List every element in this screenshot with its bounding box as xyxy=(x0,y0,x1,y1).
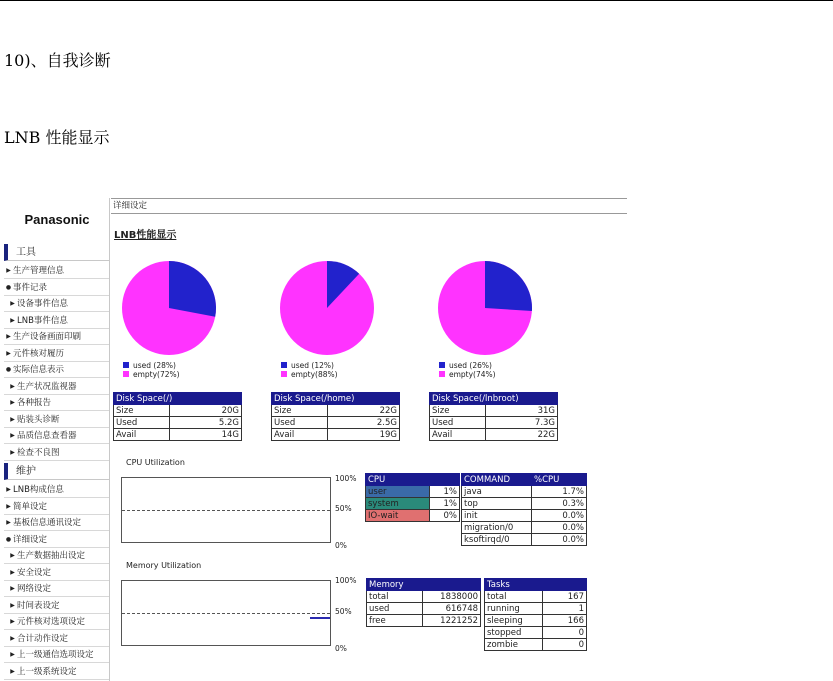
legend-used: used (12%) xyxy=(291,361,334,370)
cpu-util-title: CPU Utilization xyxy=(126,458,185,467)
sidebar-item-label: 时间表设定 xyxy=(17,600,60,611)
panasonic-logo: Panasonic xyxy=(24,212,90,227)
sidebar-item-label: 详细设定 xyxy=(13,534,48,545)
sidebar-item-label: 贴装头诊断 xyxy=(17,414,60,425)
disk-size-value: 31G xyxy=(486,405,558,417)
disk-avail-label: Avail xyxy=(430,429,486,441)
memory-table-header: Memory xyxy=(367,579,481,591)
table-row xyxy=(462,522,587,534)
sidebar-section-label: 维护 xyxy=(16,466,36,477)
legend-empty: empty(88%) xyxy=(291,370,338,379)
table-row xyxy=(367,591,481,603)
disk-table-header: Disk Space(/home) xyxy=(272,393,400,405)
sidebar-item-label: 上一级系统设定 xyxy=(17,666,77,677)
legend-used-swatch xyxy=(439,362,445,368)
disk-size-label: Size xyxy=(430,405,486,417)
bullet-icon: ● xyxy=(5,283,12,291)
disk-used-value: 2.5G xyxy=(328,417,400,429)
mem-util-title: Memory Utilization xyxy=(126,561,202,570)
task-value: 167 xyxy=(543,591,587,603)
table-row xyxy=(462,510,587,522)
process-name: java xyxy=(462,486,532,498)
sidebar-item[interactable] xyxy=(4,329,109,345)
sidebar-item-label: 元件核对履历 xyxy=(13,348,65,359)
triangle-right-icon: ▶ xyxy=(6,519,11,526)
graph-midline xyxy=(122,613,330,614)
disk-table-header: Disk Space(/lnbroot) xyxy=(430,393,558,405)
sidebar-item-label: 生产数据抽出设定 xyxy=(17,551,86,561)
top-rule xyxy=(0,0,833,1)
process-name: init xyxy=(462,510,532,522)
legend-empty-swatch xyxy=(123,371,129,377)
sidebar-item-label: 网络设定 xyxy=(17,584,52,594)
sidebar-item[interactable] xyxy=(4,296,109,312)
sidebar-item-label: LNB事件信息 xyxy=(17,315,68,326)
disk-used-label: Used xyxy=(114,417,170,429)
tasks-table xyxy=(484,578,587,651)
table-row xyxy=(462,498,587,510)
disk-avail-value: 14G xyxy=(170,429,242,441)
process-name: top xyxy=(462,498,532,510)
triangle-right-icon: ▶ xyxy=(10,316,15,324)
disk-size-value: 22G xyxy=(328,405,400,417)
sidebar-item[interactable] xyxy=(4,598,109,614)
disk-table-home xyxy=(271,392,400,441)
sidebar-item[interactable] xyxy=(4,664,109,680)
disk-avail-value: 22G xyxy=(486,429,558,441)
sidebar-item[interactable] xyxy=(4,263,109,279)
table-row xyxy=(485,591,587,603)
sidebar-item-label: 检查不良图 xyxy=(17,447,60,458)
table-row xyxy=(485,627,587,639)
disk-legend-root xyxy=(123,361,180,379)
sidebar-item[interactable] xyxy=(4,280,109,296)
triangle-right-icon: ▶ xyxy=(10,651,15,658)
col-command: COMMAND xyxy=(462,474,532,486)
disk-pie-home xyxy=(279,260,375,356)
triangle-right-icon: ▶ xyxy=(6,333,11,340)
tab-detail-settings[interactable] xyxy=(111,198,627,214)
col-cpu-percent: %CPU xyxy=(532,474,587,486)
bullet-icon: ● xyxy=(5,535,12,543)
table-row xyxy=(485,615,587,627)
sidebar-item[interactable] xyxy=(4,647,109,663)
disk-avail-value: 19G xyxy=(328,429,400,441)
cpu-iowait-label: IO-wait xyxy=(366,510,430,522)
cpu-user-label: user xyxy=(366,486,430,498)
sidebar-item-label: 生产设备画面印刷 xyxy=(13,332,82,342)
task-label: running xyxy=(485,603,543,615)
lnb-screenshot xyxy=(4,198,627,681)
bullet-icon: ● xyxy=(5,366,12,373)
disk-used-label: Used xyxy=(430,417,486,429)
legend-empty-swatch xyxy=(439,371,445,377)
sidebar-item[interactable] xyxy=(4,313,109,329)
disk-pie-root xyxy=(121,260,217,356)
triangle-right-icon: ▶ xyxy=(10,568,15,576)
sidebar-item[interactable] xyxy=(4,565,109,581)
disk-avail-label: Avail xyxy=(114,429,170,441)
tab-label: 详细设定 xyxy=(113,201,148,211)
cpu-axis-100: 100% xyxy=(335,474,357,483)
disk-used-value: 5.2G xyxy=(170,417,242,429)
mem-axis-0: 0% xyxy=(335,644,347,653)
legend-empty-swatch xyxy=(281,371,287,377)
disk-used-value: 7.3G xyxy=(486,417,558,429)
disk-size-label: Size xyxy=(114,405,170,417)
triangle-right-icon: ▶ xyxy=(10,585,15,592)
memory-label: total xyxy=(367,591,423,603)
sidebar-section-label: 工具 xyxy=(16,247,36,258)
legend-used-swatch xyxy=(123,362,129,368)
disk-legend-lnbroot xyxy=(439,361,496,379)
cpu-iowait-value: 0% xyxy=(430,510,460,522)
sidebar-section-maintenance xyxy=(4,463,109,480)
sidebar-item[interactable] xyxy=(4,515,109,531)
sidebar-item-label: 设备事件信息 xyxy=(17,299,69,309)
sidebar-item-label: 事件记录 xyxy=(13,282,48,293)
cpu-axis-50: 50% xyxy=(335,504,352,513)
table-row xyxy=(367,615,481,627)
process-cpu: 1.7% xyxy=(532,486,587,498)
disk-avail-label: Avail xyxy=(272,429,328,441)
sidebar-item[interactable] xyxy=(4,412,109,428)
disk-table-header: Disk Space(/) xyxy=(114,393,242,405)
cpu-table-header: CPU xyxy=(366,474,460,486)
task-label: zombie xyxy=(485,639,543,651)
sidebar-item[interactable] xyxy=(4,499,109,515)
task-value: 0 xyxy=(543,639,587,651)
sidebar-item-label: 元件核对选项设定 xyxy=(17,617,86,627)
triangle-right-icon: ▶ xyxy=(6,502,11,510)
sidebar-section-tools xyxy=(4,244,109,261)
triangle-right-icon: ▶ xyxy=(10,552,15,559)
triangle-right-icon: ▶ xyxy=(6,267,11,274)
triangle-right-icon: ▶ xyxy=(10,634,15,642)
sidebar-item[interactable] xyxy=(4,395,109,411)
table-row xyxy=(367,603,481,615)
pie-used-slice xyxy=(485,261,532,311)
sidebar-item[interactable] xyxy=(4,346,109,362)
sidebar-item-label: 安全设定 xyxy=(17,567,52,578)
triangle-right-icon: ▶ xyxy=(10,448,15,456)
table-row xyxy=(485,639,587,651)
disk-size-label: Size xyxy=(272,405,328,417)
memory-label: used xyxy=(367,603,423,615)
pie-used-slice xyxy=(169,261,216,317)
legend-used: used (28%) xyxy=(133,361,176,370)
cpu-system-label: system xyxy=(366,498,430,510)
sidebar-item-label: 生产管理信息 xyxy=(13,266,65,276)
cpu-util-graph xyxy=(121,477,331,543)
task-value: 0 xyxy=(543,627,587,639)
sidebar-item-label: 实际信息表示 xyxy=(13,365,65,375)
sidebar-item-label: 品质信息查看器 xyxy=(17,431,77,441)
triangle-right-icon: ▶ xyxy=(10,432,15,439)
sidebar-item-label: 简单设定 xyxy=(13,501,48,512)
sidebar-item[interactable] xyxy=(4,445,109,461)
sidebar-item[interactable] xyxy=(4,482,109,498)
sidebar-item[interactable] xyxy=(4,614,109,630)
triangle-right-icon: ▶ xyxy=(10,601,15,609)
process-cpu: 0.0% xyxy=(532,522,587,534)
legend-used-swatch xyxy=(281,362,287,368)
disk-table-root xyxy=(113,392,242,441)
legend-empty: empty(74%) xyxy=(449,370,496,379)
triangle-right-icon: ▶ xyxy=(10,415,15,423)
doc-heading-self-diagnosis: 10)、自我诊断 xyxy=(4,51,111,70)
cpu-table xyxy=(365,473,460,522)
sidebar-item[interactable] xyxy=(4,532,109,548)
memory-value: 616748 xyxy=(423,603,481,615)
cpu-user-value: 1% xyxy=(430,486,460,498)
triangle-right-icon: ▶ xyxy=(10,618,15,625)
sidebar-item[interactable] xyxy=(4,362,109,378)
mem-axis-50: 50% xyxy=(335,607,352,616)
sidebar-item-label: 合计动作设定 xyxy=(17,633,69,644)
legend-used: used (26%) xyxy=(449,361,492,370)
disk-size-value: 20G xyxy=(170,405,242,417)
disk-legend-home xyxy=(281,361,338,379)
task-value: 1 xyxy=(543,603,587,615)
graph-midline xyxy=(122,510,330,511)
table-row xyxy=(462,534,587,546)
memory-label: free xyxy=(367,615,423,627)
sidebar-item[interactable] xyxy=(4,428,109,444)
table-row xyxy=(485,603,587,615)
process-cpu: 0.0% xyxy=(532,510,587,522)
process-cpu: 0.3% xyxy=(532,498,587,510)
sidebar-item[interactable] xyxy=(4,379,109,395)
sidebar-item-label: 各种报告 xyxy=(17,398,52,408)
cpu-axis-0: 0% xyxy=(335,541,347,550)
triangle-right-icon: ▶ xyxy=(10,667,15,675)
mem-axis-100: 100% xyxy=(335,576,357,585)
disk-used-label: Used xyxy=(272,417,328,429)
memory-usage-line xyxy=(310,617,330,619)
tasks-table-header: Tasks xyxy=(485,579,587,591)
sidebar-item-label: LNB构成信息 xyxy=(13,485,64,495)
sidebar-item-label: 基板信息通讯设定 xyxy=(13,518,82,528)
disk-pie-lnbroot xyxy=(437,260,533,356)
memory-value: 1221252 xyxy=(423,615,481,627)
process-cpu: 0.0% xyxy=(532,534,587,546)
cpu-system-value: 1% xyxy=(430,498,460,510)
process-table xyxy=(461,473,587,546)
sidebar-item[interactable] xyxy=(4,548,109,564)
triangle-right-icon: ▶ xyxy=(6,486,11,493)
legend-empty: empty(72%) xyxy=(133,370,180,379)
process-name: migration/0 xyxy=(462,522,532,534)
memory-value: 1838000 xyxy=(423,591,481,603)
main-content xyxy=(111,198,627,681)
sidebar-item-label: 生产状况监视器 xyxy=(17,381,77,392)
mem-util-graph xyxy=(121,580,331,646)
table-row xyxy=(462,486,587,498)
sidebar-item[interactable] xyxy=(4,581,109,597)
sidebar-item[interactable] xyxy=(4,631,109,647)
task-value: 166 xyxy=(543,615,587,627)
task-label: stopped xyxy=(485,627,543,639)
disk-table-lnbroot xyxy=(429,392,558,441)
sidebar xyxy=(4,198,110,681)
page-title: LNB性能显示 xyxy=(114,230,177,241)
process-name: ksoftirqd/0 xyxy=(462,534,532,546)
task-label: total xyxy=(485,591,543,603)
triangle-right-icon: ▶ xyxy=(6,349,11,357)
task-label: sleeping xyxy=(485,615,543,627)
triangle-right-icon: ▶ xyxy=(10,300,15,307)
doc-heading-lnb-performance: LNB 性能显示 xyxy=(4,128,110,147)
triangle-right-icon: ▶ xyxy=(10,399,15,406)
sidebar-item-label: 上一级通信选项设定 xyxy=(17,650,94,660)
triangle-right-icon: ▶ xyxy=(10,382,15,390)
memory-table xyxy=(366,578,481,627)
